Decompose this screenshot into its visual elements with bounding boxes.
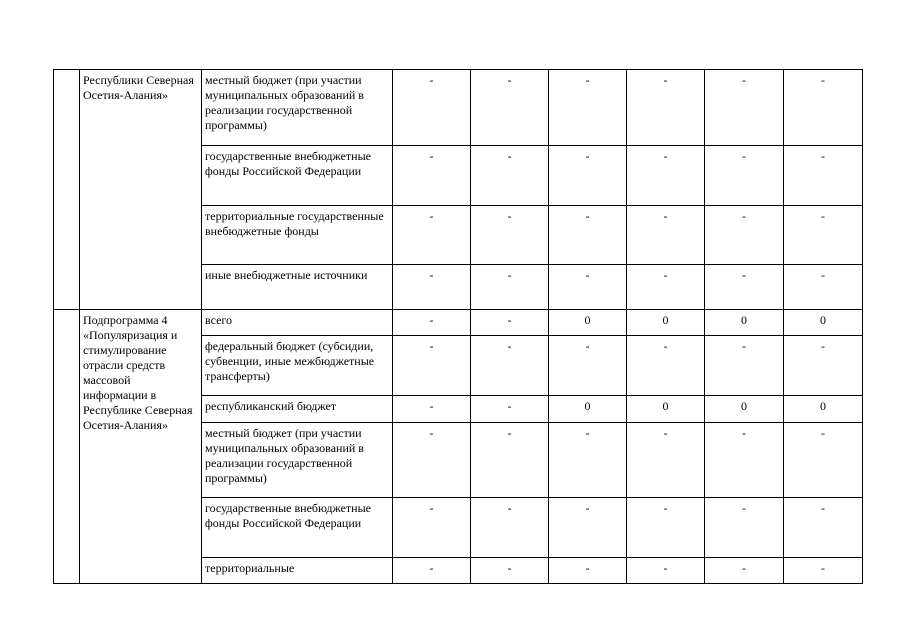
value-text: -: [507, 268, 512, 282]
value-cell: [627, 70, 705, 146]
value-cell: [627, 146, 705, 206]
value-text: -: [507, 73, 512, 87]
value-cell: [471, 146, 549, 206]
value-cell: [784, 265, 863, 310]
budget-table: [53, 69, 863, 584]
value-text: -: [821, 426, 825, 440]
value-cell: [705, 336, 784, 396]
value-cell: [393, 146, 471, 206]
value-text: -: [663, 209, 668, 223]
value-cell: [549, 310, 627, 336]
value-text: -: [821, 209, 825, 223]
value-text: -: [507, 426, 512, 440]
funding-source-cell: государственные внебюджетные фонды Российской Федерации: [202, 146, 393, 206]
value-text: -: [585, 268, 590, 282]
value-cell: [627, 396, 705, 423]
funding-source-cell: территориальные государственные внебюджетные фонды: [202, 206, 393, 265]
value-text: -: [507, 399, 512, 413]
value-text: -: [585, 209, 590, 223]
value-cell: [784, 206, 863, 265]
value-text: 0: [820, 313, 826, 327]
value-text: -: [742, 561, 746, 575]
value-cell: [549, 70, 627, 146]
value-text: -: [663, 561, 668, 575]
value-text: -: [507, 561, 512, 575]
value-cell: [549, 265, 627, 310]
value-text: -: [507, 149, 512, 163]
value-text: -: [585, 149, 590, 163]
value-text: -: [821, 268, 825, 282]
value-cell: [705, 265, 784, 310]
value-cell: [627, 336, 705, 396]
value-cell: [705, 423, 784, 498]
value-text: -: [429, 501, 434, 515]
value-text: -: [507, 501, 512, 515]
value-cell: [627, 206, 705, 265]
value-cell: [393, 423, 471, 498]
program-name-cell: Республики Северная Осетия-Алания»: [80, 70, 202, 310]
value-cell: [471, 558, 549, 584]
value-cell: [549, 336, 627, 396]
value-cell: [705, 206, 784, 265]
value-text: -: [429, 426, 434, 440]
value-cell: [393, 310, 471, 336]
value-text: -: [507, 209, 512, 223]
value-cell: [549, 498, 627, 558]
table-row: [54, 70, 863, 146]
value-cell: [784, 558, 863, 584]
funding-source-cell: местный бюджет (при участии муниципальных образований в реализации государственной программы): [202, 423, 393, 498]
value-cell: [393, 396, 471, 423]
value-text: -: [429, 339, 434, 353]
value-cell: [705, 146, 784, 206]
value-cell: [393, 558, 471, 584]
value-text: -: [663, 501, 668, 515]
value-cell: [549, 423, 627, 498]
value-cell: [471, 310, 549, 336]
value-cell: [784, 423, 863, 498]
value-text: 0: [662, 313, 669, 327]
value-text: -: [429, 73, 434, 87]
value-text: -: [663, 149, 668, 163]
value-text: -: [742, 426, 746, 440]
value-cell: [784, 310, 863, 336]
value-cell: [393, 206, 471, 265]
value-text: -: [429, 561, 434, 575]
value-text: 0: [662, 399, 669, 413]
value-text: -: [585, 426, 590, 440]
funding-source-cell: государственные внебюджетные фонды Российской Федерации: [202, 498, 393, 558]
value-text: -: [585, 73, 590, 87]
value-text: 0: [741, 399, 747, 413]
value-cell: [549, 146, 627, 206]
value-text: 0: [584, 399, 591, 413]
value-text: 0: [584, 313, 591, 327]
program-name-cell: Подпрограмма 4 «Популяризация и стимулирование отрасли средств массовой информации в Республике Северная Осетия-Алания»: [80, 310, 202, 584]
funding-source-cell: иные внебюджетные источники: [202, 265, 393, 310]
funding-source-cell: республиканский бюджет: [202, 396, 393, 423]
value-text: -: [429, 399, 434, 413]
value-cell: [393, 336, 471, 396]
funding-source-cell: всего: [202, 310, 393, 336]
number-cell: [54, 310, 80, 584]
value-cell: [627, 423, 705, 498]
funding-source-cell: территориальные: [202, 558, 393, 584]
value-cell: [705, 310, 784, 336]
value-text: -: [507, 313, 512, 327]
value-cell: [549, 396, 627, 423]
value-text: -: [821, 149, 825, 163]
value-text: -: [821, 561, 825, 575]
value-text: -: [663, 339, 668, 353]
value-text: -: [742, 339, 746, 353]
value-cell: [784, 498, 863, 558]
value-cell: [471, 206, 549, 265]
value-text: -: [429, 268, 434, 282]
value-text: -: [429, 209, 434, 223]
value-text: 0: [741, 313, 747, 327]
value-cell: [471, 70, 549, 146]
value-cell: [549, 206, 627, 265]
value-text: -: [663, 426, 668, 440]
value-text: -: [429, 313, 434, 327]
value-cell: [705, 396, 784, 423]
value-text: -: [585, 339, 590, 353]
value-cell: [627, 558, 705, 584]
value-cell: [393, 498, 471, 558]
value-text: -: [821, 73, 825, 87]
value-cell: [471, 336, 549, 396]
funding-source-cell: местный бюджет (при участии муниципальных образований в реализации государственной программы): [202, 70, 393, 146]
funding-source-cell: федеральный бюджет (субсидии, субвенции, иные межбюджетные трансферты): [202, 336, 393, 396]
value-text: -: [663, 268, 668, 282]
value-text: -: [742, 209, 746, 223]
value-text: -: [585, 561, 590, 575]
value-text: -: [429, 149, 434, 163]
value-text: -: [821, 501, 825, 515]
value-cell: [705, 70, 784, 146]
value-cell: [784, 70, 863, 146]
value-cell: [393, 265, 471, 310]
value-cell: [627, 310, 705, 336]
value-cell: [393, 70, 471, 146]
value-text: -: [821, 339, 825, 353]
value-text: -: [742, 149, 746, 163]
value-cell: [627, 498, 705, 558]
value-cell: [784, 336, 863, 396]
value-text: -: [507, 339, 512, 353]
value-text: 0: [820, 399, 826, 413]
value-text: -: [742, 73, 746, 87]
value-cell: [471, 265, 549, 310]
value-cell: [784, 396, 863, 423]
value-cell: [705, 558, 784, 584]
value-cell: [705, 498, 784, 558]
table-row: [54, 310, 863, 336]
value-cell: [471, 498, 549, 558]
value-text: -: [742, 501, 746, 515]
value-cell: [471, 396, 549, 423]
value-cell: [627, 265, 705, 310]
number-cell: [54, 70, 80, 310]
value-cell: [471, 423, 549, 498]
value-text: -: [742, 268, 746, 282]
value-cell: [784, 146, 863, 206]
value-text: -: [585, 501, 590, 515]
value-cell: [549, 558, 627, 584]
value-text: -: [663, 73, 668, 87]
